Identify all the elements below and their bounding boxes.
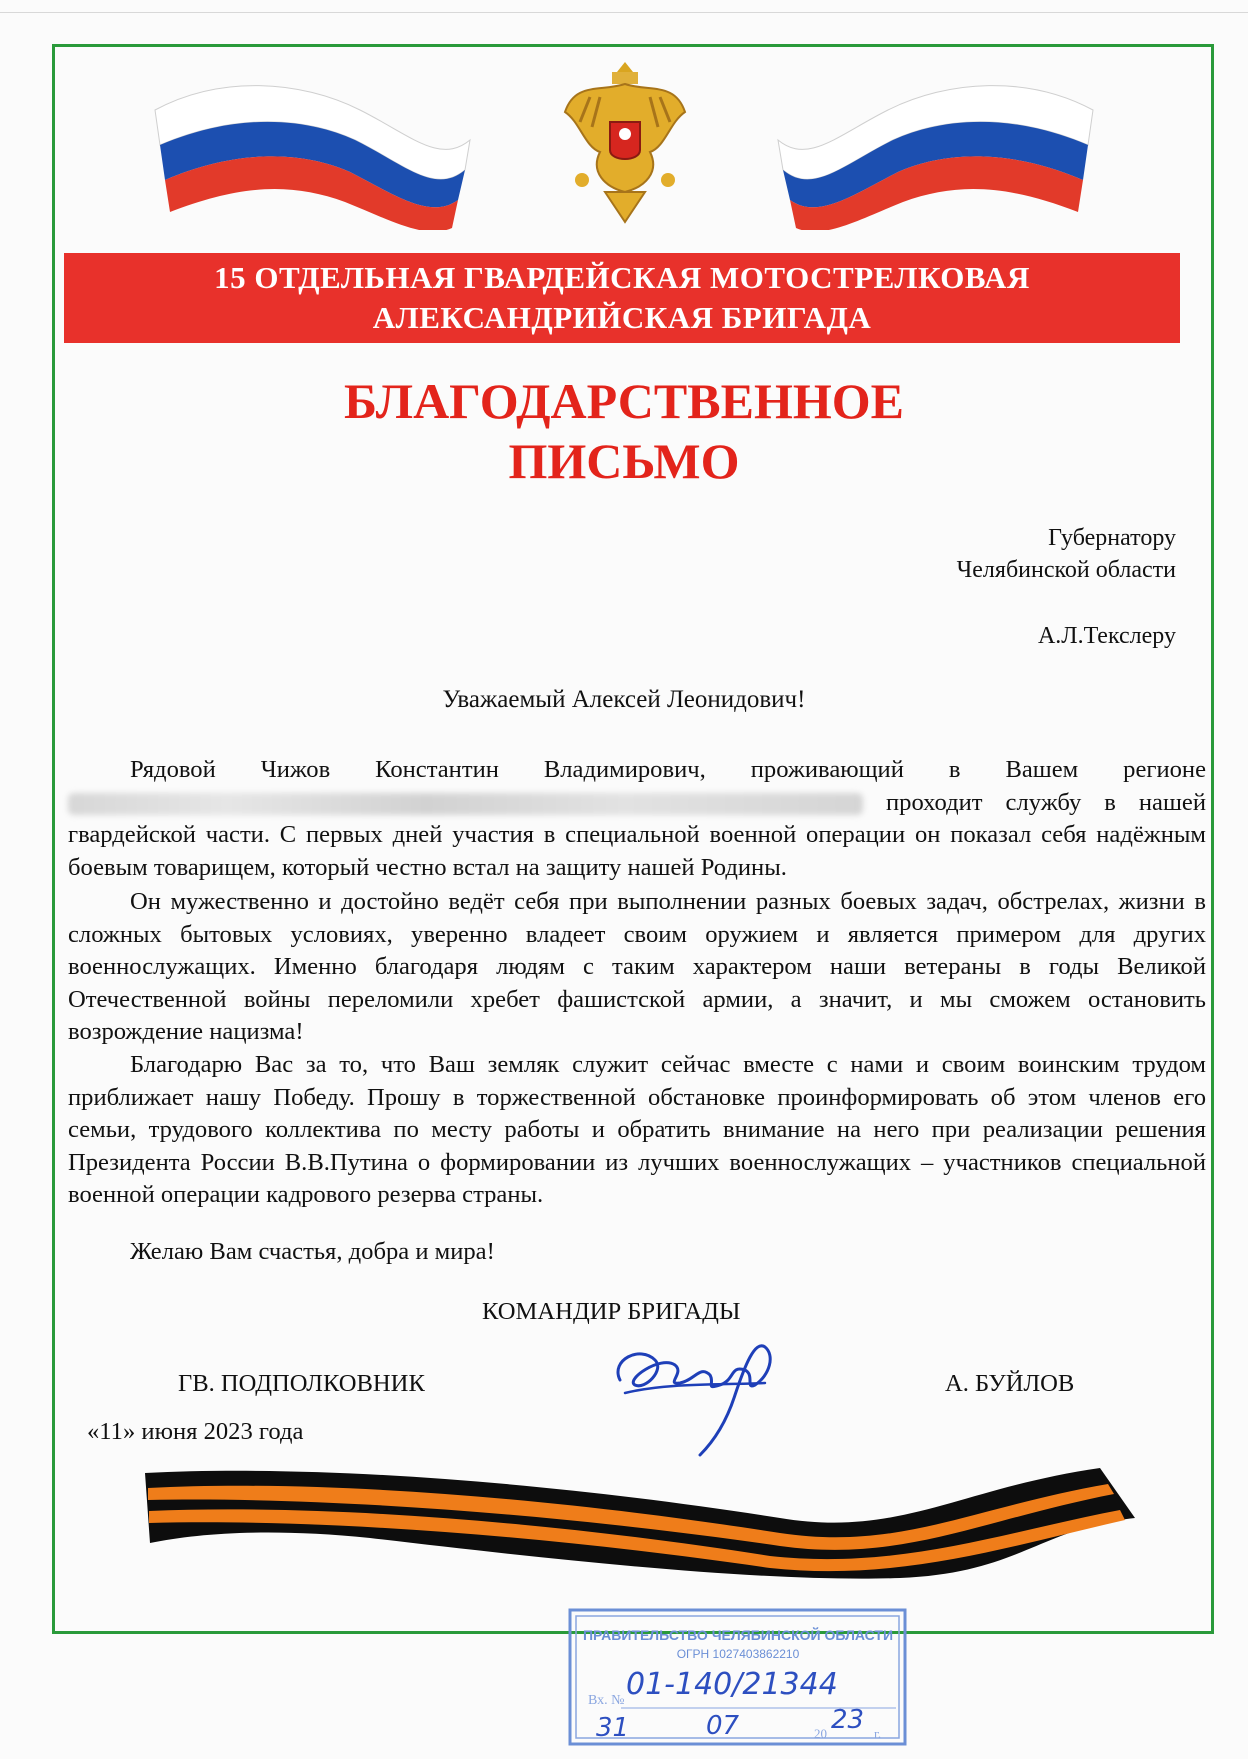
unit-name-banner <box>64 253 1180 343</box>
stamp-org: ПРАВИТЕЛЬСТВО ЧЕЛЯБИНСКОЙ ОБЛАСТИ <box>582 1627 894 1643</box>
body-paragraph-1 <box>68 754 1206 884</box>
stamp-month: 07 <box>706 1711 740 1741</box>
stamp-year-suffix: 23 <box>831 1705 865 1735</box>
stamp-day: 31 <box>596 1713 630 1743</box>
coat-of-arms-eagle-icon <box>560 52 690 232</box>
addressee-name: А.Л.Текслеру <box>1037 623 1176 649</box>
addressee-position: Губернатору <box>1048 525 1176 551</box>
signer-name: А. БУЙЛОВ <box>945 1370 1075 1397</box>
salutation: Уважаемый Алексей Леонидович! <box>442 686 806 713</box>
incoming-registration-stamp <box>566 1606 911 1750</box>
body-paragraph-2: Он мужественно и достойно ведёт себя при выполнении разных боевых задач, обстрелах, жизни в сложных бытовых условиях, уверенно владеет своим оружием и является примером для других военнослужащих. Именно благодаря людям с таким характером наши ветераны в годы Великой Отечественной войны переломили хребет фашистской армии, а значит, и мы сможем остановить возрождение нацизма! <box>68 888 1206 1045</box>
letter-date: «11» июня 2023 года <box>87 1418 304 1445</box>
stamp-number-label: Вх. № <box>588 1693 625 1708</box>
flag-ribbon-left-icon <box>140 70 480 230</box>
scan-edge-line <box>0 12 1248 13</box>
document-title-line2: ПИСЬМО <box>508 433 740 489</box>
addressee-region: Челябинской области <box>956 557 1176 583</box>
stamp-year-prefix: 20 <box>814 1726 827 1741</box>
unit-name-line2: АЛЕКСАНДРИЙСКАЯ БРИГАДА <box>372 300 872 335</box>
stamp-registration-number: 01-140/21344 <box>626 1667 838 1702</box>
document-title-line1: БЛАГОДАРСТВЕННОЕ <box>344 373 904 429</box>
body-p1-start: Рядовой Чижов Константин Владимирович, проживающий в Вашем регионе <box>130 756 1206 783</box>
signer-position: КОМАНДИР БРИГАДЫ <box>482 1298 741 1325</box>
flag-ribbon-right-icon <box>768 70 1108 230</box>
handwritten-signature-icon <box>605 1335 785 1465</box>
closing-wish: Желаю Вам счастья, добра и мира! <box>130 1238 495 1265</box>
body-paragraph-3: Благодарю Вас за то, что Ваш земляк служит сейчас вместе с нами и своим воинским трудом приближает нашу Победу. Прошу в торжественной обстановке проинформировать об этом членов его семьи, трудового коллектива по месту работы и обратить внимание на него при реализации решения Президента России В.В.Путина о формировании из лучших военнослужащих – участников специальной военной операции кадрового резерва страны. <box>68 1051 1206 1208</box>
unit-name-line1: 15 ОТДЕЛЬНАЯ ГВАРДЕЙСКАЯ МОТОСТРЕЛКОВАЯ <box>214 260 1030 295</box>
stamp-year-mark: г. <box>874 1726 882 1741</box>
redacted-address <box>68 793 863 815</box>
body-p1-end: проходит службу в нашей гвардейской части. С первых дней участия в специальной военной операции он показал себя надёжным боевым товарищем, который честно встал на защиту нашей Родины. <box>68 788 1206 881</box>
signer-rank: ГВ. ПОДПОЛКОВНИК <box>178 1370 425 1397</box>
stamp-ogrn: ОГРН 1027403862210 <box>676 1647 800 1661</box>
st-george-ribbon-icon <box>140 1448 1140 1598</box>
